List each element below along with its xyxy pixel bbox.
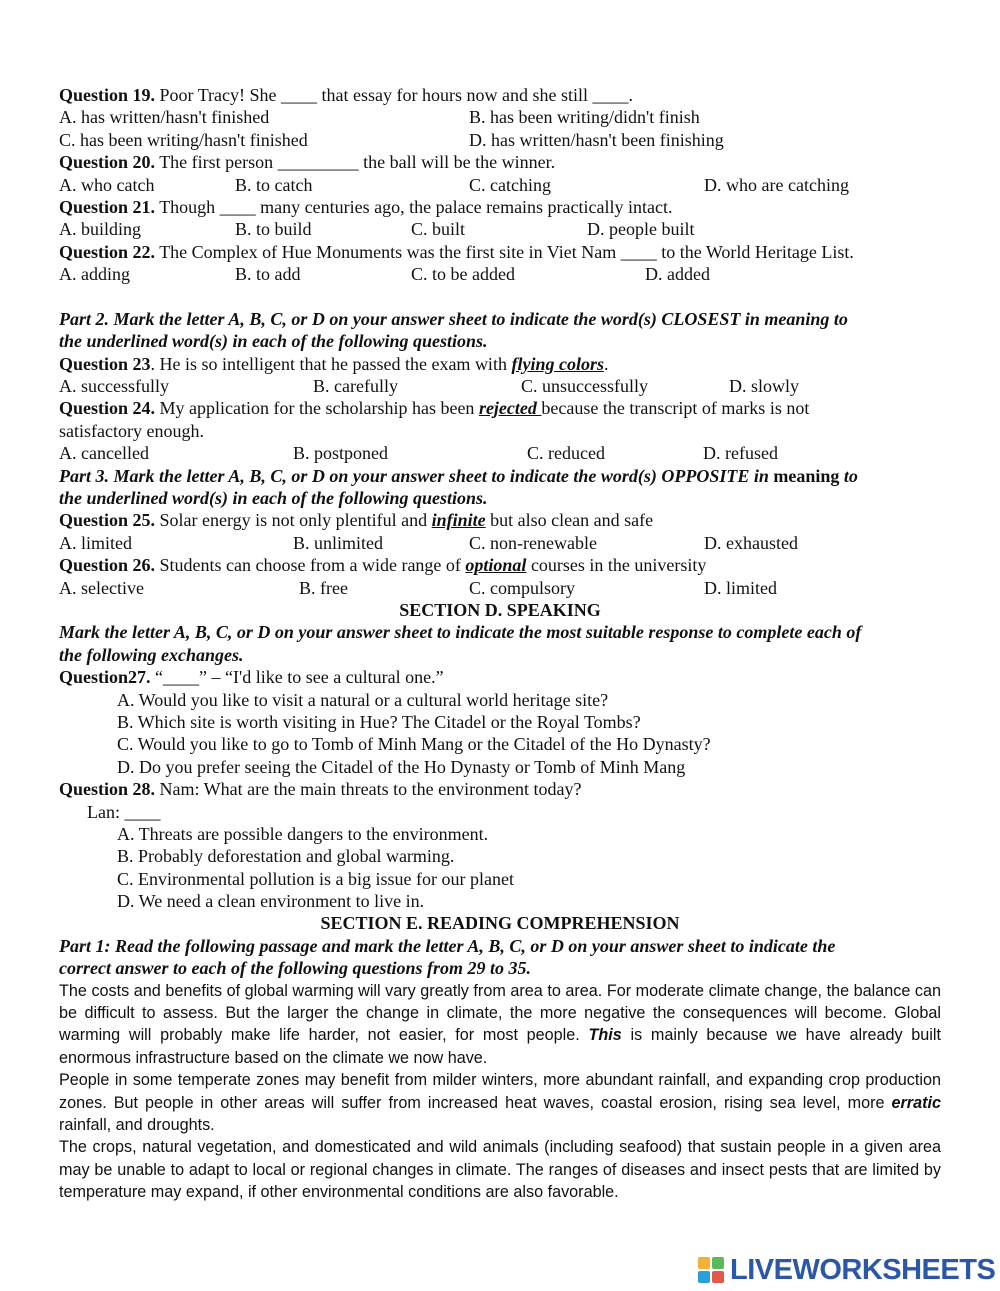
- question-label: Question 26.: [59, 555, 156, 576]
- question-text: “____” – “I'd like to see a cultural one.”: [150, 667, 444, 688]
- question-label: Question 23: [59, 353, 151, 374]
- options-row: [59, 532, 941, 554]
- question-text: My application for the scholarship has been: [155, 398, 479, 419]
- question-label: Question 21.: [59, 196, 156, 217]
- section-d-title: SECTION D. SPEAKING: [399, 599, 601, 620]
- logo-grid-icon: [698, 1257, 724, 1283]
- option-c[interactable]: C. built: [411, 219, 466, 240]
- underlined-word: flying colors: [511, 353, 604, 374]
- option-c[interactable]: C. unsuccessfully: [521, 376, 648, 397]
- speaker-lan: Lan: ____: [87, 801, 161, 822]
- reading-passage: [59, 980, 941, 1204]
- question-22: [59, 241, 941, 263]
- option-a[interactable]: A. selective: [59, 577, 144, 598]
- passage-emphasis: This: [588, 1026, 622, 1045]
- question-text: The first person _________ the ball will be the winner.: [155, 152, 556, 173]
- underlined-word: rejected: [478, 398, 542, 419]
- option-a[interactable]: A. has written/hasn't finished: [59, 107, 270, 128]
- options-row: [59, 375, 941, 397]
- option-d[interactable]: D. We need a clean environment to live in.: [117, 891, 425, 912]
- passage-text: rainfall, and droughts.: [59, 1116, 215, 1135]
- option-a[interactable]: A. who catch: [59, 174, 155, 195]
- question-label: Question 24.: [59, 398, 156, 419]
- question-19: [59, 84, 941, 106]
- part-3-text-end: to: [839, 465, 858, 486]
- option-b[interactable]: B. unlimited: [293, 532, 383, 553]
- passage-text: People in some temperate zones may benefit from milder winters, more abundant rainfall, and expanding crop production zones. But people in other areas will suffer from increased heat waves, coastal erosion, rising sea level, more: [59, 1071, 941, 1112]
- question-text-end: but also clean and safe: [485, 510, 654, 531]
- option-d[interactable]: D. slowly: [729, 376, 800, 397]
- passage-paragraph-2: [59, 1069, 941, 1136]
- option-b[interactable]: B. carefully: [313, 376, 398, 397]
- option-c[interactable]: C. to be added: [411, 264, 515, 285]
- option-d[interactable]: D. limited: [704, 577, 777, 598]
- option-a[interactable]: A. limited: [59, 532, 132, 553]
- options-row: [59, 442, 941, 464]
- passage-emphasis: erratic: [891, 1093, 941, 1112]
- question-text: Though ____ many centuries ago, the palace remains practically intact.: [155, 196, 673, 217]
- question-text: Students can choose from a wide range of: [155, 555, 466, 576]
- section-e-instruction-cont: correct answer to each of the following questions from 29 to 35.: [59, 958, 532, 979]
- section-d-instruction: Mark the letter A, B, C, or D on your answer sheet to indicate the most suitable response to complete each of: [59, 622, 862, 643]
- option-b[interactable]: B. Which site is worth visiting in Hue? The Citadel or the Royal Tombs?: [117, 711, 641, 732]
- option-c[interactable]: C. Environmental pollution is a big issue for our planet: [117, 868, 514, 889]
- question-23: [59, 353, 941, 375]
- section-d-instruction-cont: the following exchanges.: [59, 644, 244, 665]
- options-row: [59, 218, 941, 240]
- question-25: [59, 509, 941, 531]
- option-c[interactable]: C. Would you like to go to Tomb of Minh Mang or the Citadel of the Ho Dynasty?: [117, 734, 711, 755]
- question-text: The Complex of Hue Monuments was the first site in Viet Nam ____ to the World Heritage List.: [155, 241, 854, 262]
- part-2-instruction-cont: the underlined word(s) in each of the following questions.: [59, 331, 488, 352]
- passage-paragraph-3: The crops, natural vegetation, and domesticated and wild animals (including seafood) that sustain people in a given area may be unable to adapt to local or regional changes in climate. The ranges of diseases and insect pests that are limited by temperature may expand, if other environmental conditions are also favorable.: [59, 1138, 941, 1202]
- question-text: . He is so intelligent that he passed the exam with: [150, 353, 512, 374]
- question-label: Question 22.: [59, 241, 156, 262]
- underlined-word: optional: [465, 555, 527, 576]
- option-a[interactable]: A. Would you like to visit a natural or a cultural world heritage site?: [117, 689, 609, 710]
- part-3-instruction: [59, 465, 941, 487]
- question-24: [59, 397, 941, 419]
- option-d[interactable]: D. added: [645, 264, 710, 285]
- question-21: [59, 196, 941, 218]
- section-e-title: SECTION E. READING COMPREHENSION: [320, 913, 680, 934]
- options-row: [59, 263, 941, 285]
- option-d[interactable]: D. has written/hasn't been finishing: [469, 129, 724, 150]
- options-row: [59, 129, 941, 151]
- passage-text: The costs and benefits of global warming will vary greatly from area to area. For moderate climate change, the balance can be difficult to assess. But the larger the change in climate, the more negative the consequences will become. Global warming will probably make life harder, not easier, for most people.: [59, 981, 941, 1045]
- option-b[interactable]: B. to catch: [235, 174, 313, 195]
- option-a[interactable]: A. cancelled: [59, 443, 149, 464]
- part-3-text: Part 3. Mark the letter A, B, C, or D on your answer sheet to indicate the word(s) OPPOSITE in: [59, 465, 774, 486]
- option-a[interactable]: A. building: [59, 219, 142, 240]
- spacer: [59, 286, 941, 308]
- passage-text: is mainly because we have already built enormous infrastructure based on the climate we now have.: [59, 1026, 941, 1067]
- question-label: Question27.: [59, 667, 151, 688]
- option-c[interactable]: C. compulsory: [469, 577, 575, 598]
- liveworksheets-logo: [698, 1255, 995, 1285]
- part-3-text-bold: meaning: [773, 465, 840, 486]
- question-20: [59, 151, 941, 173]
- question-text-cont: satisfactory enough.: [59, 420, 204, 441]
- option-a[interactable]: A. successfully: [59, 376, 169, 397]
- options-row: [59, 577, 941, 599]
- option-c[interactable]: C. has been writing/hasn't finished: [59, 129, 308, 150]
- question-28: [59, 778, 941, 800]
- part-2-instruction: Part 2. Mark the letter A, B, C, or D on your answer sheet to indicate the word(s) CLOSEST in meaning to: [59, 308, 848, 329]
- option-d[interactable]: D. people built: [587, 219, 695, 240]
- part-3-instruction-cont: the underlined word(s) in each of the following questions.: [59, 488, 488, 509]
- question-text-end: courses in the university: [526, 555, 707, 576]
- question-text-end: .: [603, 353, 609, 374]
- option-b[interactable]: B. to add: [235, 264, 301, 285]
- logo-text: LIVEWORKSHEETS: [730, 1253, 996, 1286]
- options-row: [59, 174, 941, 196]
- question-text: Nam: What are the main threats to the environment today?: [155, 779, 582, 800]
- option-b[interactable]: B. postponed: [293, 443, 389, 464]
- passage-paragraph-1: [59, 980, 941, 1070]
- option-a[interactable]: A. Threats are possible dangers to the environment.: [117, 823, 489, 844]
- option-b[interactable]: B. free: [299, 577, 348, 598]
- underlined-word: infinite: [431, 510, 486, 531]
- question-27: [59, 666, 941, 688]
- option-b[interactable]: B. Probably deforestation and global warming.: [117, 846, 455, 867]
- question-label: Question 28.: [59, 779, 156, 800]
- options-row: [59, 106, 941, 128]
- question-26: [59, 554, 941, 576]
- question-label: Question 25.: [59, 510, 156, 531]
- option-d[interactable]: D. exhausted: [704, 532, 798, 553]
- option-a[interactable]: A. adding: [59, 264, 130, 285]
- option-c[interactable]: C. non-renewable: [469, 532, 597, 553]
- option-d[interactable]: D. Do you prefer seeing the Citadel of the Ho Dynasty or Tomb of Minh Mang: [117, 756, 686, 777]
- question-text: Poor Tracy! She ____ that essay for hours now and she still ____.: [155, 85, 633, 105]
- option-b[interactable]: B. has been writing/didn't finish: [469, 107, 700, 128]
- option-d[interactable]: D. who are catching: [704, 174, 849, 195]
- question-label: Question 20.: [59, 152, 156, 173]
- option-d[interactable]: D. refused: [703, 443, 778, 464]
- option-c[interactable]: C. catching: [469, 174, 551, 195]
- question-text-end: because the transcript of marks is not: [541, 398, 810, 419]
- section-e-instruction: Part 1: Read the following passage and mark the letter A, B, C, or D on your answer sheet to indicate the: [59, 935, 836, 956]
- worksheet-page: [59, 84, 941, 1204]
- question-text: Solar energy is not only plentiful and: [155, 510, 432, 531]
- option-c[interactable]: C. reduced: [527, 443, 605, 464]
- option-b[interactable]: B. to build: [235, 219, 312, 240]
- question-label: Question 19.: [59, 85, 156, 105]
